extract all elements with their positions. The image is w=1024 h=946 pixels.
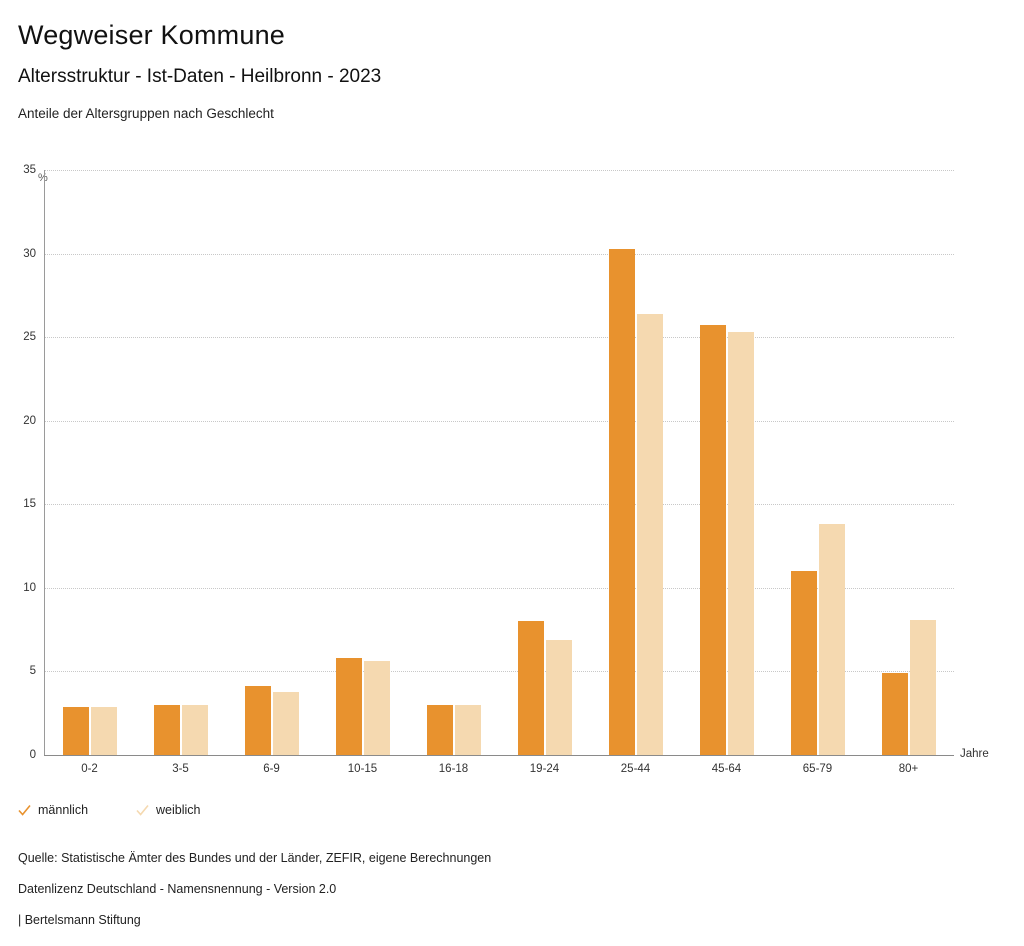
legend-label: weiblich [156, 803, 201, 817]
bar-weiblich-3-5[interactable] [182, 705, 208, 755]
footnotes [18, 843, 491, 936]
bar-männlich-65-79[interactable] [791, 571, 817, 755]
bar-männlich-80+[interactable] [882, 673, 908, 755]
bar-group [700, 170, 754, 755]
x-tick-label: 65-79 [802, 763, 833, 775]
bar-group [427, 170, 481, 755]
bar-group [518, 170, 572, 755]
y-tick-label: 15 [23, 498, 36, 511]
footnote-line: Quelle: Statistische Ämter des Bundes und der Länder, ZEFIR, eigene Berechnungen [18, 851, 492, 865]
x-axis-title: Jahre [960, 748, 989, 760]
bar-weiblich-10-15[interactable] [364, 661, 390, 755]
chart-subtitle: Altersstruktur - Ist-Daten - Heilbronn - 2023 [18, 66, 382, 87]
legend-label: männlich [38, 803, 89, 817]
gridline [44, 755, 954, 756]
bar-männlich-45-64[interactable] [700, 325, 726, 755]
x-tick-label: 6-9 [263, 763, 280, 775]
bar-weiblich-6-9[interactable] [273, 692, 299, 756]
bar-group [609, 170, 663, 755]
check-icon [136, 804, 149, 817]
y-tick-label: 35 [23, 164, 36, 176]
x-tick-label: 80+ [898, 763, 919, 775]
y-tick-label: 0 [29, 749, 36, 761]
bar-männlich-0-2[interactable] [63, 707, 89, 755]
y-tick-label: 5 [29, 665, 36, 678]
y-tick-label: 25 [23, 331, 36, 344]
y-tick-label: 30 [23, 247, 36, 260]
x-tick-label: 0-2 [81, 763, 98, 775]
bar-männlich-10-15[interactable] [336, 658, 362, 755]
y-tick-label: 10 [23, 581, 36, 594]
bar-männlich-6-9[interactable] [245, 686, 271, 755]
footnote-line: | Bertelsmann Stiftung [18, 913, 141, 927]
bar-group [154, 170, 208, 755]
bar-group [336, 170, 390, 755]
x-tick-label: 16-18 [438, 763, 469, 775]
bar-weiblich-19-24[interactable] [546, 640, 572, 755]
page-title: Wegweiser Kommune [18, 20, 286, 50]
bar-weiblich-16-18[interactable] [455, 705, 481, 755]
chart-legend [18, 803, 239, 817]
bar-männlich-16-18[interactable] [427, 705, 453, 755]
plot-area [44, 170, 954, 755]
bar-group [882, 170, 936, 755]
x-tick-label: 45-64 [711, 763, 742, 775]
bar-männlich-3-5[interactable] [154, 705, 180, 755]
bar-weiblich-65-79[interactable] [819, 524, 845, 755]
footnote-line: Datenlizenz Deutschland - Namensnennung - Version 2.0 [18, 882, 337, 896]
y-axis-line [44, 170, 45, 755]
bar-weiblich-25-44[interactable] [637, 314, 663, 755]
y-axis-unit-label: % [38, 172, 48, 184]
bar-group [791, 170, 845, 755]
bar-männlich-25-44[interactable] [609, 249, 635, 755]
check-icon [18, 804, 31, 817]
x-tick-label: 19-24 [529, 763, 560, 775]
bar-group [63, 170, 117, 755]
x-tick-label: 3-5 [172, 763, 189, 775]
x-tick-label: 25-44 [620, 763, 651, 775]
bar-weiblich-80+[interactable] [910, 620, 936, 755]
bar-group [245, 170, 299, 755]
legend-item-weiblich[interactable] [136, 803, 200, 817]
y-tick-label: 20 [23, 414, 36, 427]
chart-description: Anteile der Altersgruppen nach Geschlecht [18, 106, 274, 121]
legend-item-männlich[interactable] [18, 803, 88, 817]
bar-männlich-19-24[interactable] [518, 621, 544, 755]
bar-weiblich-45-64[interactable] [728, 332, 754, 755]
bar-weiblich-0-2[interactable] [91, 707, 117, 755]
y-axis-tick-labels [0, 164, 36, 761]
x-tick-label: 10-15 [347, 763, 378, 775]
